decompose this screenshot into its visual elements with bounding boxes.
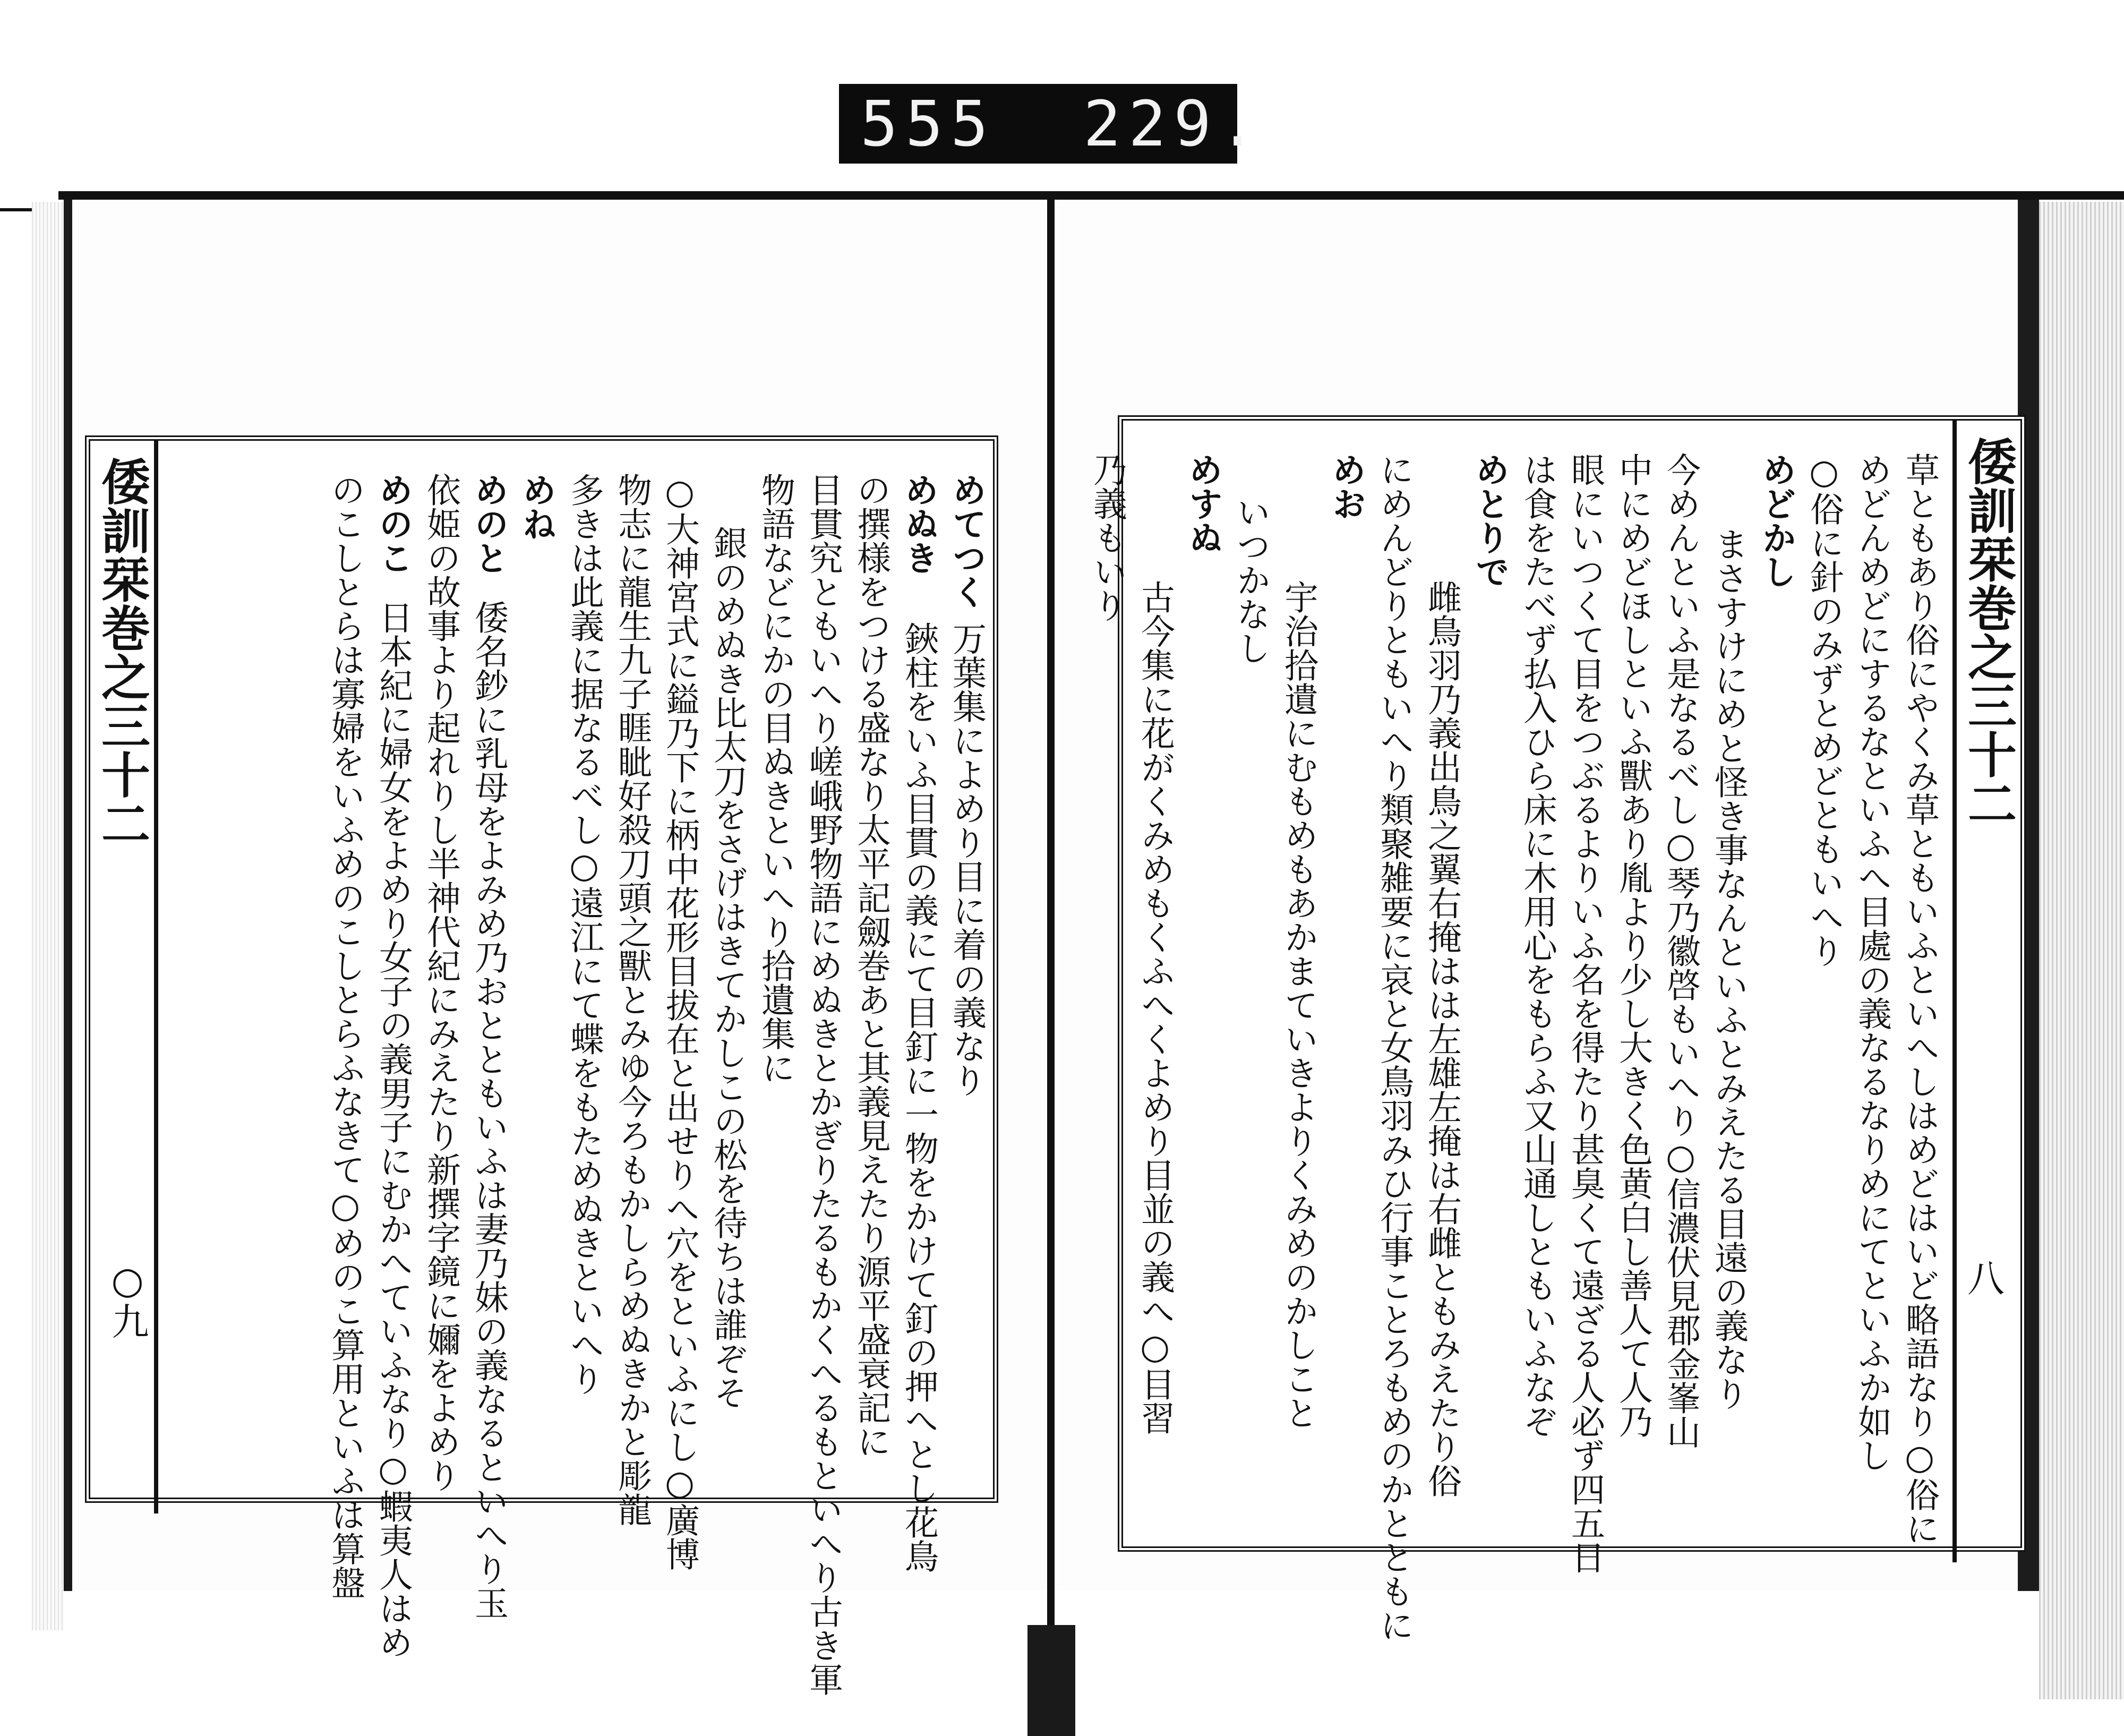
right-folio: 八 xyxy=(1967,1257,2005,1301)
text-line: めお xyxy=(1326,452,1366,520)
text-line: 物志に龍生九子睚眦好殺刀頭之獸とみゆ今ろもかしらめぬきかと彫龍 xyxy=(612,473,652,1526)
text-line: のこしとらは寡婦をいふめのこしとらふなきて○めのこ算用といふは算盤 xyxy=(326,473,365,1600)
right-text-block xyxy=(1087,415,2026,1642)
text-line: めてつく xyxy=(947,473,987,609)
text-line: めのと xyxy=(469,473,509,575)
text-line: 依姫の故事より起れりし半神代紀にみえたり新撰字鏡に嬭をよめり xyxy=(421,473,460,1492)
text-line: 古今集に花がくみめもくふへくよめり目並の義へ○目習 xyxy=(1135,580,1175,1435)
text-line: めどかし xyxy=(1757,452,1796,588)
right-page-edge xyxy=(2039,202,2124,1699)
text-line: は食をたべず払入ひら床に木用心をもらふ又山通しともいふなぞ xyxy=(1518,452,1557,1438)
text-line: ○俗に針のみずとめどともいへり xyxy=(1804,452,1844,968)
text-line: 雌鳥羽乃義出鳥之翼右掩はは左雄左掩は右雌ともみえたり俗 xyxy=(1422,580,1461,1498)
book-gutter xyxy=(1047,191,1055,1721)
text-line: めのこ xyxy=(373,473,413,575)
text-line: 多きは此義に据なるべし○遠江にて蝶をもためぬきといへり xyxy=(564,473,604,1396)
counter-left: 555 xyxy=(860,87,996,160)
binding-tab xyxy=(1027,1625,1075,1736)
text-line: 銀のめぬき比太刀をさげはきてかしこの松を待ちは誰ぞそ xyxy=(708,526,747,1409)
left-text-block xyxy=(85,435,998,1696)
text-line: 鋏柱をいふ目貫の義にて目釘に一物をかけて釘の押へとし花鳥 xyxy=(899,621,938,1573)
right-volume: 巻之三十二 xyxy=(1960,583,2017,827)
text-line: ○大神宮式に鎰乃下に柄中花形目拔在と出せりへ穴をといふにし○廣博 xyxy=(660,473,699,1571)
left-margin-title xyxy=(90,441,158,1513)
text-line: 中にめどほしといふ獸あり胤より少し大きく色黄白し善人て人乃 xyxy=(1613,452,1652,1438)
text-line: 物語などにかの目ぬきといへり拾遺集に xyxy=(756,473,795,1084)
right-book-title: 倭訓栞 xyxy=(1960,437,2017,583)
text-line: 宇治拾遺にむもめもあかまていきよりくみめのかしこと xyxy=(1279,580,1318,1430)
text-line: にめんどりともいへり類聚雑要に哀と女鳥羽みひ行事ことろもめのかとともに xyxy=(1374,452,1414,1642)
right-margin-title xyxy=(1952,421,2020,1562)
text-line: 倭名鈔に乳母をよみめ乃おとともいふは妻乃妹の義なるといへり玉 xyxy=(469,600,508,1620)
text-line: いつかなし xyxy=(1231,495,1270,665)
text-line: めとりで xyxy=(1470,452,1510,588)
counter-right: 229. xyxy=(1083,87,1264,160)
text-line: 草ともあり俗にやくみ草ともいふといへしはめどはいど略語なり○俗に xyxy=(1900,452,1939,1545)
text-line: めすぬ xyxy=(1183,452,1223,554)
text-line: 乃義もいり xyxy=(1087,452,1127,622)
text-line: の撰様をつける盛なり太平記劔巻あと其義見えたり源平盛衰記に xyxy=(851,473,890,1458)
film-frame-counter xyxy=(839,84,1264,164)
left-page-edge xyxy=(32,202,64,1630)
text-line: 眼にいつくて目をつぶるよりいふ名を得たり甚臭くて遠ざる人必ず四五日 xyxy=(1565,452,1605,1574)
book-top-edge xyxy=(58,191,2124,200)
text-line: めどんめどにするなといふへ目處の義なるなりめにてといふか如し xyxy=(1852,452,1891,1472)
text-line: 今めんといふ是なるべし○琴乃徽啓もいへり○信濃伏見郡金峯山 xyxy=(1661,452,1700,1449)
left-volume: 巻之三十二 xyxy=(93,603,151,848)
text-line: 目貫究ともいへり嵯峨野物語にめぬきとかぎりたるもかくへるもといへり古き軍 xyxy=(803,473,843,1696)
text-line: めね xyxy=(517,473,556,541)
text-line: まさすけにめと怪き事なんといふとみえたる目遠の義なり xyxy=(1709,527,1748,1410)
text-line: 日本紀に婦女をよめり女子の義男子にむかへていふなり○蝦夷人はめ xyxy=(373,600,413,1659)
text-line: 万葉集によめり目に着の義なり xyxy=(947,621,986,1097)
text-line: めぬき xyxy=(899,473,939,575)
left-book-title: 倭訓栞 xyxy=(93,457,151,603)
left-folio: ○九 xyxy=(106,1259,149,1339)
